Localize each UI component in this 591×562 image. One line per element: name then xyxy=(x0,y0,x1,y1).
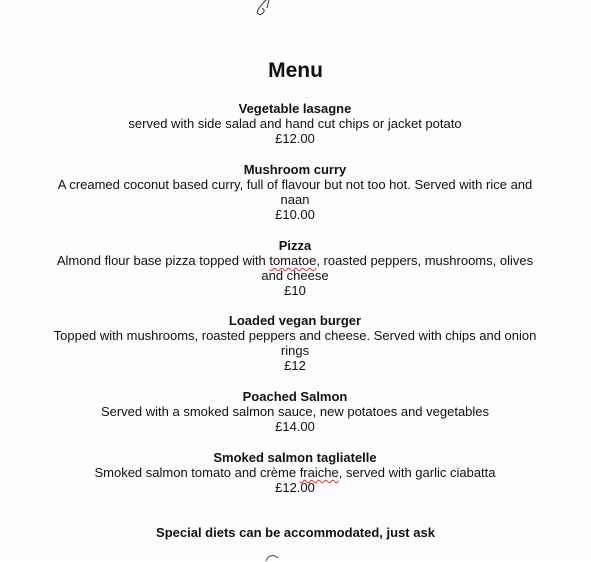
description-text: , served with garlic ciabatta xyxy=(338,465,496,480)
menu-item-description: A creamed coconut based curry, full of flavour but not too hot. Served with rice and naan xyxy=(57,177,533,207)
menu-item-smoked-salmon-tagliatelle xyxy=(50,450,540,495)
menu-item-description xyxy=(50,465,540,480)
menu-item-description xyxy=(50,253,540,283)
menu-item-description: Topped with mushrooms, roasted peppers and cheese. Served with chips and onion rings xyxy=(53,328,537,358)
menu-item-name: Loaded vegan burger xyxy=(228,313,362,328)
menu-title: Menu xyxy=(268,59,323,82)
spellcheck-flagged-word: fraiche xyxy=(299,465,339,480)
flourish-ornament-top xyxy=(250,0,280,20)
flourish-ornament-bottom xyxy=(262,552,282,562)
menu-item-description: Served with a smoked salmon sauce, new potatoes and vegetables xyxy=(100,404,490,419)
menu-item-price: £10 xyxy=(284,283,306,298)
menu-item-mushroom-curry xyxy=(50,162,540,222)
special-diets-note: Special diets can be accommodated, just ask xyxy=(156,525,435,540)
menu-item-description: served with side salad and hand cut chips or jacket potato xyxy=(128,116,462,131)
menu-item-name: Smoked salmon tagliatelle xyxy=(213,450,377,465)
menu-item-name: Mushroom curry xyxy=(243,162,347,177)
menu-item-price: £12 xyxy=(284,358,306,373)
menu-item-name: Pizza xyxy=(278,238,312,253)
menu-item-price: £12.00 xyxy=(275,131,315,146)
menu-item-poached-salmon xyxy=(50,389,540,434)
description-text: Smoked salmon tomato and crème xyxy=(94,465,300,480)
description-text: Almond flour base pizza topped with xyxy=(56,253,270,268)
menu-item-price: £14.00 xyxy=(275,419,315,434)
menu-item-name: Poached Salmon xyxy=(242,389,348,404)
menu-item-name: Vegetable lasagne xyxy=(238,101,352,116)
menu-item-loaded-vegan-burger xyxy=(50,313,540,373)
menu-item-pizza xyxy=(50,238,540,298)
description-text: , roasted peppers, mushrooms, olives and cheese xyxy=(261,253,534,283)
spellcheck-flagged-word: tomatoe xyxy=(269,253,317,268)
menu-item-price: £12.00 xyxy=(275,480,315,495)
menu-item-vegetable-lasagne xyxy=(50,101,540,146)
menu-item-price: £10.00 xyxy=(275,207,315,222)
